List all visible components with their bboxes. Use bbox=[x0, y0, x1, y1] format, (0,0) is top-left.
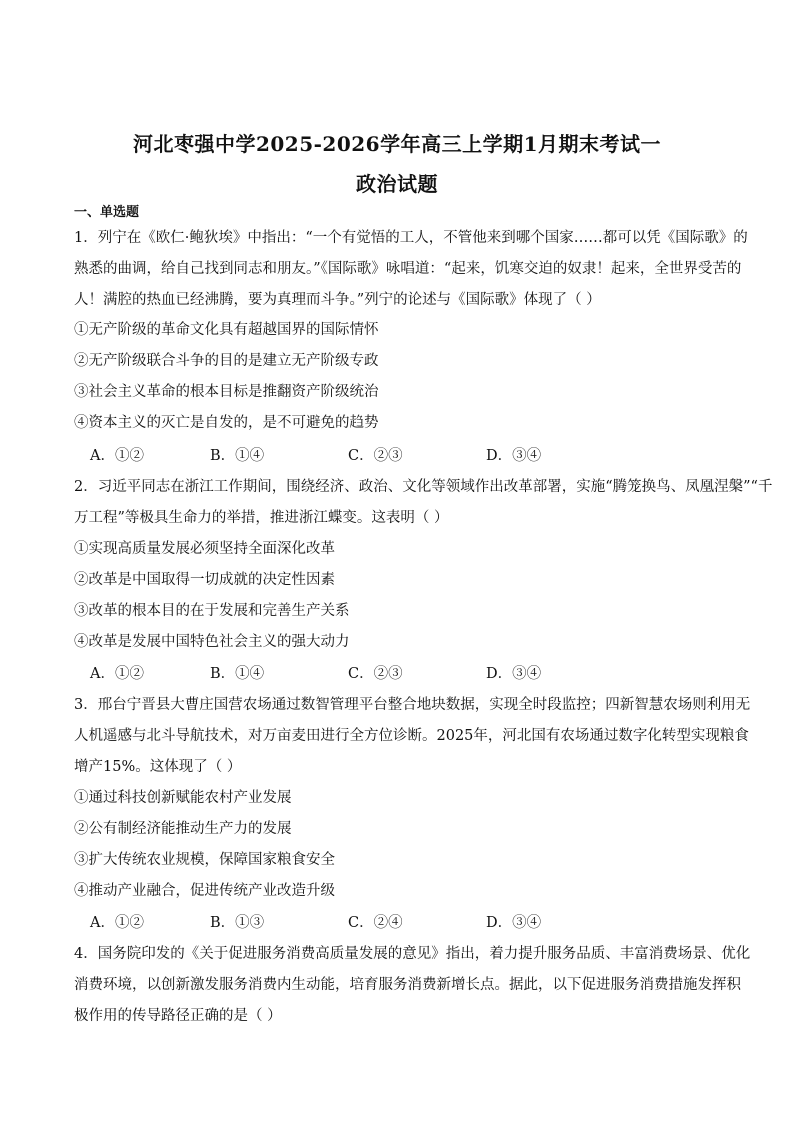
answer-choice-d: D．③④ bbox=[486, 915, 542, 931]
statement-option: ①通过科技创新赋能农村产业发展 bbox=[74, 790, 292, 806]
statement-option: ④资本主义的灭亡是自发的，是不可避免的趋势 bbox=[74, 415, 379, 431]
answer-choice-b: B．①③ bbox=[210, 915, 265, 931]
statement-option: ③扩大传统农业规模，保障国家粮食安全 bbox=[74, 852, 335, 868]
answer-choice-d: D．③④ bbox=[486, 448, 542, 464]
statement-option: ①无产阶级的革命文化具有超越国界的国际情怀 bbox=[74, 322, 379, 338]
question-text-line: 消费环境，以创新激发服务消费内生动能，培育服务消费新增长点。据此，以下促进服务消费措施发挥积 bbox=[74, 977, 741, 993]
question-text-line: 4．国务院印发的《关于促进服务消费高质量发展的意见》指出，着力提升服务品质、丰富消费场景、优化 bbox=[74, 946, 751, 962]
statement-option: ②公有制经济能推动生产力的发展 bbox=[74, 821, 292, 837]
statement-option: ①实现高质量发展必须坚持全面深化改革 bbox=[74, 541, 335, 557]
statement-option: ④推动产业融合，促进传统产业改造升级 bbox=[74, 883, 335, 899]
question-text-line: 人机遥感与北斗导航技术，对万亩麦田进行全方位诊断。2025年，河北国有农场通过数字化转型实现粮食 bbox=[74, 728, 749, 744]
answer-choice-a: A．①② bbox=[90, 666, 144, 682]
question-text-line: 极作用的传导路径正确的是（ ） bbox=[74, 1008, 282, 1024]
title-line-1: 河北枣强中学2025-2026学年高三上学期1月期末考试一 bbox=[132, 132, 662, 156]
statement-option: ③社会主义革命的根本目标是推翻资产阶级统治 bbox=[74, 384, 379, 400]
answer-choice-b: B．①④ bbox=[210, 666, 265, 682]
answer-choice-c: C．②④ bbox=[348, 915, 403, 931]
question-text-line: 熟悉的曲调，给自己找到同志和朋友。”《国际歌》咏唱道：“起来，饥寒交迫的奴隶！起来，全世界受苦的 bbox=[74, 261, 742, 277]
answer-choice-c: C．②③ bbox=[348, 448, 403, 464]
answer-choice-a: A．①② bbox=[90, 448, 144, 464]
answer-choice-d: D．③④ bbox=[486, 666, 542, 682]
question-text-line: 1．列宁在《欧仁·鲍狄埃》中指出：“一个有觉悟的工人，不管他来到哪个国家……都可以凭《国际歌》的 bbox=[74, 230, 748, 246]
section-heading: 一、单选题 bbox=[74, 205, 140, 220]
question-text-line: 增产15%。这体现了（ ） bbox=[74, 759, 242, 775]
answer-choice-b: B．①④ bbox=[210, 448, 265, 464]
statement-option: ④改革是发展中国特色社会主义的强大动力 bbox=[74, 634, 350, 650]
question-text-line: 万工程”等极具生命力的举措，推进浙江蝶变。这表明（ ） bbox=[74, 510, 449, 526]
answer-choice-c: C．②③ bbox=[348, 666, 403, 682]
question-text-line: 人！满腔的热血已经沸腾，要为真理而斗争。”列宁的论述与《国际歌》体现了（ ） bbox=[74, 292, 601, 308]
statement-option: ③改革的根本目的在于发展和完善生产关系 bbox=[74, 603, 350, 619]
title-line-2: 政治试题 bbox=[356, 172, 438, 196]
answer-choice-a: A．①② bbox=[90, 915, 144, 931]
question-text-line: 2．习近平同志在浙江工作期间，围绕经济、政治、文化等领域作出改革部署，实施“腾笼换鸟、凤凰涅槃”“千 bbox=[74, 479, 773, 495]
question-text-line: 3．邢台宁晋县大曹庄国营农场通过数智管理平台整合地块数据，实现全时段监控；四新智慧农场则利用无 bbox=[74, 697, 751, 713]
statement-option: ②无产阶级联合斗争的目的是建立无产阶级专政 bbox=[74, 353, 379, 369]
statement-option: ②改革是中国取得一切成就的决定性因素 bbox=[74, 572, 335, 588]
